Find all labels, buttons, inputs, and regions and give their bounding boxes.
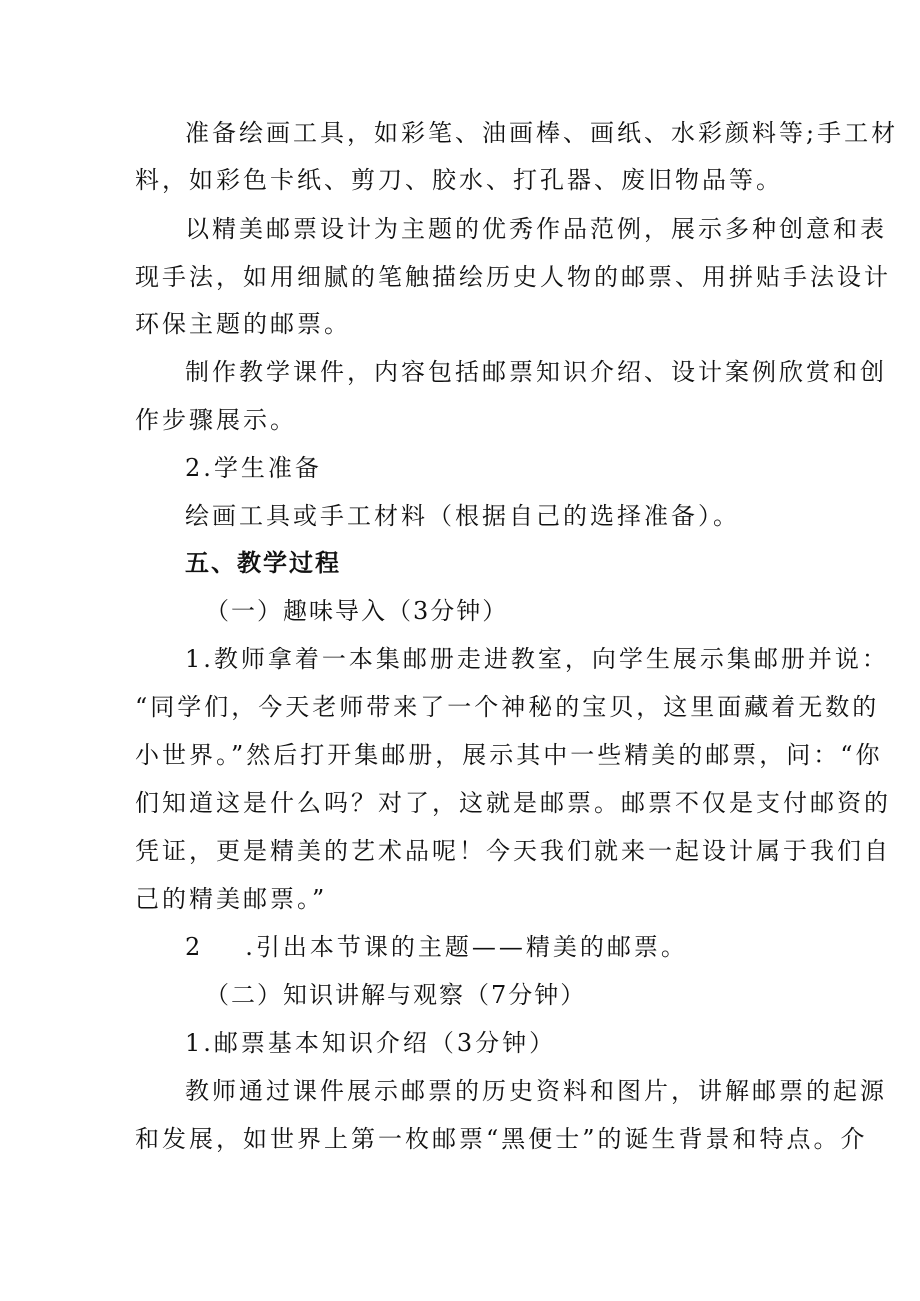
paragraph-line: 环保主题的邮票。 [135, 310, 351, 338]
paragraph-line: 作步骤展示。 [135, 406, 297, 434]
paragraph-line: 制作教学课件，内容包括邮票知识介绍、设计案例欣赏和创 [185, 358, 887, 386]
paragraph-line: 己的精美邮票。” [135, 885, 328, 913]
paragraph-line: “同学们，今天老师带来了一个神秘的宝贝，这里面藏着无数的 [135, 693, 880, 721]
paragraph-line: 现手法，如用细腻的笔触描绘历史人物的邮票、用拼贴手法设计 [135, 263, 891, 291]
list-text: .引出本节课的主题——精美的邮票。 [245, 933, 688, 961]
list-item-heading: 1.邮票基本知识介绍（3分钟） [185, 1029, 557, 1057]
subheading-student-prep: 2.学生准备 [185, 454, 322, 482]
paragraph-line: 准备绘画工具，如彩笔、油画棒、画纸、水彩颜料等;手工材 [185, 119, 899, 147]
paragraph-line: 料，如彩色卡纸、剪刀、胶水、打孔器、废旧物品等。 [135, 166, 783, 194]
paragraph-line: 1.教师拿着一本集邮册走进教室，向学生展示集邮册并说： [185, 645, 889, 673]
paragraph-line: 绘画工具或手工材料（根据自己的选择准备）。 [185, 502, 740, 530]
paragraph-line: 们知道这是什么吗？对了，这就是邮票。邮票不仅是支付邮资的 [135, 789, 891, 817]
list-number: 2 [185, 933, 204, 961]
paragraph-line: 和发展，如世界上第一枚邮票“黑便士”的诞生背景和特点。介 [135, 1125, 868, 1153]
list-item [185, 932, 688, 962]
paragraph-line: 以精美邮票设计为主题的优秀作品范例，展示多种创意和表 [185, 215, 887, 243]
paragraph-line: 教师通过课件展示邮票的历史资料和图片，讲解邮票的起源 [185, 1077, 887, 1105]
paragraph-line: 凭证，更是精美的艺术品呢！今天我们就来一起设计属于我们自 [135, 837, 891, 865]
paragraph-line: 小世界。”然后打开集邮册，展示其中一些精美的邮票，问：“你 [135, 741, 883, 769]
subsection-heading: （二）知识讲解与观察（7分钟） [205, 981, 587, 1009]
section-heading: 五、教学过程 [185, 549, 341, 577]
subsection-heading: （一）趣味导入（3分钟） [205, 597, 509, 625]
